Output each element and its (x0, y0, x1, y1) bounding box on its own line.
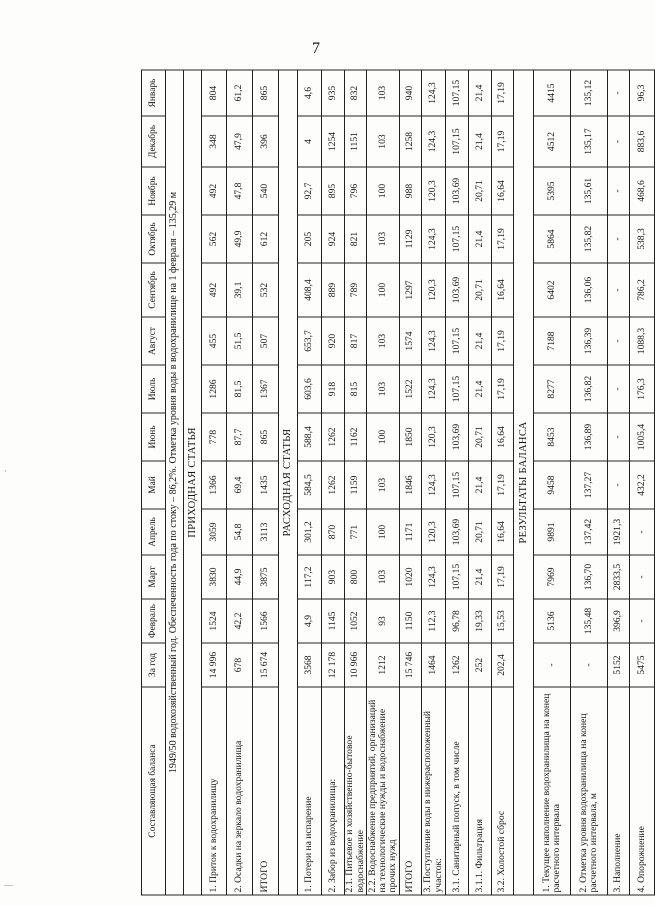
value-cell: 5136 (534, 599, 571, 643)
value-cell: 1522 (400, 365, 422, 413)
value-cell: 15 746 (400, 643, 422, 687)
value-cell: 136,82 (571, 365, 608, 413)
value-cell: 14 996 (202, 643, 227, 687)
value-cell: 396,9 (608, 599, 630, 643)
section-heading-results: РЕЗУЛЬТАТЫ БАЛАНСА (514, 70, 534, 895)
row-label-cell: 3. Поступление воды в нижерасположенный участок: (422, 687, 446, 895)
value-cell: 103 (367, 215, 400, 263)
value-cell: 107,15 (446, 70, 469, 116)
value-cell: 4,6 (298, 70, 322, 116)
value-cell: 1020 (400, 555, 422, 599)
value-cell: 8277 (534, 365, 571, 413)
value-cell: 804 (202, 70, 227, 116)
value-cell: 17,19 (492, 70, 514, 116)
value-cell: 507 (253, 317, 279, 365)
value-cell: 17,19 (492, 317, 514, 365)
value-cell: 9458 (534, 461, 571, 509)
value-cell: 124,3 (422, 116, 446, 167)
value-cell: 562 (202, 215, 227, 263)
value-cell: 1254 (322, 116, 345, 167)
value-cell: 135,82 (571, 215, 608, 263)
value-cell: 865 (253, 70, 279, 116)
table-row (534, 70, 571, 895)
value-cell: 432,2 (630, 461, 655, 509)
value-cell: 895 (322, 167, 345, 215)
value-cell: 21,4 (469, 555, 492, 599)
value-cell: 492 (202, 167, 227, 215)
value-cell: 16,64 (492, 509, 514, 555)
value-cell: 47,8 (227, 167, 253, 215)
value-cell: 2833,5 (608, 555, 630, 599)
table-subtitle: 1949/50 водохозяйственный год. Обеспеченность года по стоку – 86,2%. Отметка уровня воды в водохранилище на 1 февраля – 135,29 м (166, 70, 184, 895)
value-cell: 12 178 (322, 643, 345, 687)
value-cell: 16,64 (492, 167, 514, 215)
value-cell: 107,15 (446, 215, 469, 263)
value-cell: 103 (367, 461, 400, 509)
value-cell: 47,9 (227, 116, 253, 167)
header-month-cell: Декабрь (142, 116, 166, 167)
value-cell: 1921,3 (608, 509, 630, 555)
value-cell: 100 (367, 263, 400, 317)
value-cell: 103 (367, 555, 400, 599)
value-cell: 8453 (534, 413, 571, 461)
value-cell: 1212 (367, 643, 400, 687)
value-cell: - (608, 116, 630, 167)
table-row (571, 70, 608, 895)
value-cell: 21,4 (469, 70, 492, 116)
value-cell: 103 (367, 365, 400, 413)
value-cell: 7188 (534, 317, 571, 365)
value-cell: 93 (367, 599, 400, 643)
value-cell: 136,39 (571, 317, 608, 365)
row-label-cell: ИТОГО (400, 687, 422, 895)
rotated-table-container (141, 71, 647, 896)
table-subtitle-row (166, 70, 184, 895)
value-cell: 903 (322, 555, 345, 599)
table-row (345, 70, 367, 895)
value-cell: 924 (322, 215, 345, 263)
scan-mark: — (4, 880, 13, 890)
value-cell: 883,6 (630, 116, 655, 167)
row-label-cell: 4. Опорожнение (630, 687, 655, 895)
value-cell: 16,64 (492, 263, 514, 317)
value-cell: 678 (227, 643, 253, 687)
value-cell: 540 (253, 167, 279, 215)
value-cell: 918 (322, 365, 345, 413)
row-label-cell: 3.2. Холостой сброс (492, 687, 514, 895)
value-cell: 124,3 (422, 555, 446, 599)
section-heading-income-row (184, 70, 202, 895)
header-month-cell: Ноябрь (142, 167, 166, 215)
value-cell: 107,15 (446, 461, 469, 509)
value-cell: 96,3 (630, 70, 655, 116)
value-cell: 103 (367, 317, 400, 365)
value-cell: 817 (345, 317, 367, 365)
value-cell: 44,9 (227, 555, 253, 599)
value-cell: - (630, 599, 655, 643)
value-cell: 117,2 (298, 555, 322, 599)
value-cell: 1574 (400, 317, 422, 365)
value-cell: 3830 (202, 555, 227, 599)
value-cell: 1262 (322, 461, 345, 509)
value-cell: 800 (345, 555, 367, 599)
value-cell: - (608, 215, 630, 263)
header-month-cell: Июнь (142, 413, 166, 461)
value-cell: 81,5 (227, 365, 253, 413)
scan-mark: · (4, 466, 7, 476)
table-row (298, 70, 322, 895)
value-cell: 940 (400, 70, 422, 116)
value-cell: 4415 (534, 70, 571, 116)
table-row (202, 70, 227, 895)
value-cell: 21,4 (469, 365, 492, 413)
value-cell: 1129 (400, 215, 422, 263)
value-cell: 865 (253, 413, 279, 461)
row-label-cell: 2. Отметка уровня водохранилища на конец расчетного интервала, м (571, 687, 608, 895)
value-cell: 135,17 (571, 116, 608, 167)
value-cell: 107,15 (446, 116, 469, 167)
table-row (400, 70, 422, 895)
value-cell: 1524 (202, 599, 227, 643)
value-cell: 1145 (322, 599, 345, 643)
table-row (227, 70, 253, 895)
value-cell: 1171 (400, 509, 422, 555)
value-cell: 455 (202, 317, 227, 365)
value-cell: 584,5 (298, 461, 322, 509)
value-cell: 21,4 (469, 116, 492, 167)
row-label-cell: 2.1. Питьевое и хозяйственно-бытовое водоснабжение (345, 687, 367, 895)
row-label-cell: 1. Потери на испарение (298, 687, 322, 895)
value-cell: 5475 (630, 643, 655, 687)
value-cell: 821 (345, 215, 367, 263)
value-cell: 61,2 (227, 70, 253, 116)
value-cell: 988 (400, 167, 422, 215)
value-cell: 9891 (534, 509, 571, 555)
row-label-cell: 2. Осадки на зеркало водохранилища (227, 687, 253, 895)
value-cell: 10 966 (345, 643, 367, 687)
header-month-cell: Апрель (142, 509, 166, 555)
value-cell: - (608, 461, 630, 509)
value-cell: 778 (202, 413, 227, 461)
value-cell: 468,6 (630, 167, 655, 215)
table-row (367, 70, 400, 895)
value-cell: 1159 (345, 461, 367, 509)
value-cell: 69,4 (227, 461, 253, 509)
value-cell: 348 (202, 116, 227, 167)
header-month-cell: Август (142, 317, 166, 365)
table-row (608, 70, 630, 895)
value-cell: - (630, 555, 655, 599)
value-cell: 107,15 (446, 555, 469, 599)
value-cell: 612 (253, 215, 279, 263)
value-cell: 17,19 (492, 461, 514, 509)
value-cell: - (571, 643, 608, 687)
value-cell: 935 (322, 70, 345, 116)
value-cell: 100 (367, 509, 400, 555)
value-cell: 832 (345, 70, 367, 116)
header-month-cell: За год (142, 643, 166, 687)
value-cell: 870 (322, 509, 345, 555)
value-cell: 103,69 (446, 167, 469, 215)
value-cell: 492 (202, 263, 227, 317)
section-heading-expense-row (279, 70, 298, 895)
table-row (322, 70, 345, 895)
value-cell: 7969 (534, 555, 571, 599)
value-cell: 1262 (446, 643, 469, 687)
value-cell: 252 (469, 643, 492, 687)
value-cell: - (608, 413, 630, 461)
row-label-cell: 2. Забор из водохранилища: (322, 687, 345, 895)
value-cell: 20,71 (469, 413, 492, 461)
value-cell: 786,2 (630, 263, 655, 317)
value-cell: 1162 (345, 413, 367, 461)
table-row (422, 70, 446, 895)
header-month-cell: Январь (142, 70, 166, 116)
header-month-cell: Май (142, 461, 166, 509)
value-cell: 301,2 (298, 509, 322, 555)
value-cell: 20,71 (469, 263, 492, 317)
value-cell: 20,71 (469, 509, 492, 555)
value-cell: 100 (367, 413, 400, 461)
value-cell: 603,6 (298, 365, 322, 413)
value-cell: 1566 (253, 599, 279, 643)
value-cell: 103,69 (446, 413, 469, 461)
value-cell: 21,4 (469, 461, 492, 509)
value-cell: 815 (345, 365, 367, 413)
section-heading-expense: РАСХОДНАЯ СТАТЬЯ (279, 70, 298, 895)
value-cell: 396 (253, 116, 279, 167)
value-cell: 112,3 (422, 599, 446, 643)
value-cell: 1367 (253, 365, 279, 413)
header-month-cell: Июль (142, 365, 166, 413)
section-heading-income: ПРИХОДНАЯ СТАТЬЯ (184, 70, 202, 895)
table-header-row (142, 70, 166, 895)
value-cell: 796 (345, 167, 367, 215)
header-month-cell: Октябрь (142, 215, 166, 263)
table-row (469, 70, 492, 895)
value-cell: 21,4 (469, 317, 492, 365)
value-cell: 39,1 (227, 263, 253, 317)
value-cell: 42,2 (227, 599, 253, 643)
value-cell: 21,4 (469, 215, 492, 263)
table-row (492, 70, 514, 895)
row-label-cell: ИТОГО (253, 687, 279, 895)
value-cell: 137,27 (571, 461, 608, 509)
value-cell: 920 (322, 317, 345, 365)
row-label-cell: 2.2. Водоснабжение предприятий, организаций на технологические нужды и водоснабжение прочих нужд (367, 687, 400, 895)
value-cell: 103,69 (446, 509, 469, 555)
value-cell: 5395 (534, 167, 571, 215)
value-cell: 1435 (253, 461, 279, 509)
value-cell: 136,70 (571, 555, 608, 599)
value-cell: 17,19 (492, 116, 514, 167)
value-cell: 120,3 (422, 509, 446, 555)
value-cell: 1366 (202, 461, 227, 509)
value-cell: 1846 (400, 461, 422, 509)
value-cell: - (608, 317, 630, 365)
value-cell: 15 674 (253, 643, 279, 687)
value-cell: 120,3 (422, 263, 446, 317)
value-cell: 49,9 (227, 215, 253, 263)
value-cell: 538,3 (630, 215, 655, 263)
value-cell: - (608, 70, 630, 116)
value-cell: 135,12 (571, 70, 608, 116)
value-cell: 4,9 (298, 599, 322, 643)
value-cell: - (608, 263, 630, 317)
value-cell: 1052 (345, 599, 367, 643)
value-cell: 103 (367, 116, 400, 167)
value-cell: 3875 (253, 555, 279, 599)
value-cell: 1464 (422, 643, 446, 687)
value-cell: 1297 (400, 263, 422, 317)
value-cell: 408,4 (298, 263, 322, 317)
table-row (446, 70, 469, 895)
value-cell: 889 (322, 263, 345, 317)
value-cell: 124,3 (422, 365, 446, 413)
value-cell: 3113 (253, 509, 279, 555)
table-row (630, 70, 655, 895)
value-cell: - (534, 643, 571, 687)
value-cell: 15,53 (492, 599, 514, 643)
value-cell: 4512 (534, 116, 571, 167)
value-cell: 51,5 (227, 317, 253, 365)
table-row (253, 70, 279, 895)
value-cell: 136,89 (571, 413, 608, 461)
value-cell: 54,8 (227, 509, 253, 555)
value-cell: 176,3 (630, 365, 655, 413)
value-cell: 789 (345, 263, 367, 317)
value-cell: 1088,3 (630, 317, 655, 365)
value-cell: 653,7 (298, 317, 322, 365)
value-cell: 532 (253, 263, 279, 317)
value-cell: 6402 (534, 263, 571, 317)
value-cell: - (608, 167, 630, 215)
row-label-cell: 1. Текущее наполнение водохранилища на конец расчетного интервала (534, 687, 571, 895)
value-cell: 100 (367, 167, 400, 215)
value-cell: 124,3 (422, 317, 446, 365)
value-cell: 136,06 (571, 263, 608, 317)
value-cell: 96,78 (446, 599, 469, 643)
row-label-cell: 3.1.1. Фильтрация (469, 687, 492, 895)
value-cell: 120,3 (422, 413, 446, 461)
value-cell: 202,4 (492, 643, 514, 687)
value-cell: 135,48 (571, 599, 608, 643)
value-cell: 205 (298, 215, 322, 263)
row-label-cell: 1. Приток к водохранилищу (202, 687, 227, 895)
header-month-cell: Февраль (142, 599, 166, 643)
value-cell: 137,42 (571, 509, 608, 555)
value-cell: 1262 (322, 413, 345, 461)
value-cell: 120,3 (422, 167, 446, 215)
value-cell: 17,19 (492, 215, 514, 263)
value-cell: 103,69 (446, 263, 469, 317)
value-cell: 1258 (400, 116, 422, 167)
value-cell: 124,3 (422, 215, 446, 263)
row-label-cell: 3.1. Санитарный попуск, в том числе (446, 687, 469, 895)
value-cell: 107,15 (446, 317, 469, 365)
value-cell: 1150 (400, 599, 422, 643)
value-cell: - (630, 509, 655, 555)
value-cell: 135,61 (571, 167, 608, 215)
value-cell: 1151 (345, 116, 367, 167)
header-label-cell: Составляющая баланса (142, 687, 166, 895)
value-cell: 1005,4 (630, 413, 655, 461)
header-month-cell: Сентябрь (142, 263, 166, 317)
value-cell: 20,71 (469, 167, 492, 215)
value-cell: - (608, 365, 630, 413)
row-label-cell: 3. Наполнение (608, 687, 630, 895)
value-cell: 3568 (298, 643, 322, 687)
value-cell: 3059 (202, 509, 227, 555)
value-cell: 107,15 (446, 365, 469, 413)
value-cell: 103 (367, 70, 400, 116)
value-cell: 1850 (400, 413, 422, 461)
value-cell: 87,7 (227, 413, 253, 461)
value-cell: 19,33 (469, 599, 492, 643)
value-cell: 92,7 (298, 167, 322, 215)
section-heading-results-row (514, 70, 534, 895)
value-cell: 17,19 (492, 365, 514, 413)
value-cell: 17,19 (492, 555, 514, 599)
value-cell: 4 (298, 116, 322, 167)
value-cell: 5864 (534, 215, 571, 263)
value-cell: 1286 (202, 365, 227, 413)
balance-table (141, 70, 655, 896)
value-cell: 5152 (608, 643, 630, 687)
page-number: 7 (312, 40, 320, 57)
value-cell: 771 (345, 509, 367, 555)
value-cell: 588,4 (298, 413, 322, 461)
value-cell: 124,3 (422, 70, 446, 116)
value-cell: 16,64 (492, 413, 514, 461)
value-cell: 124,3 (422, 461, 446, 509)
header-month-cell: Март (142, 555, 166, 599)
